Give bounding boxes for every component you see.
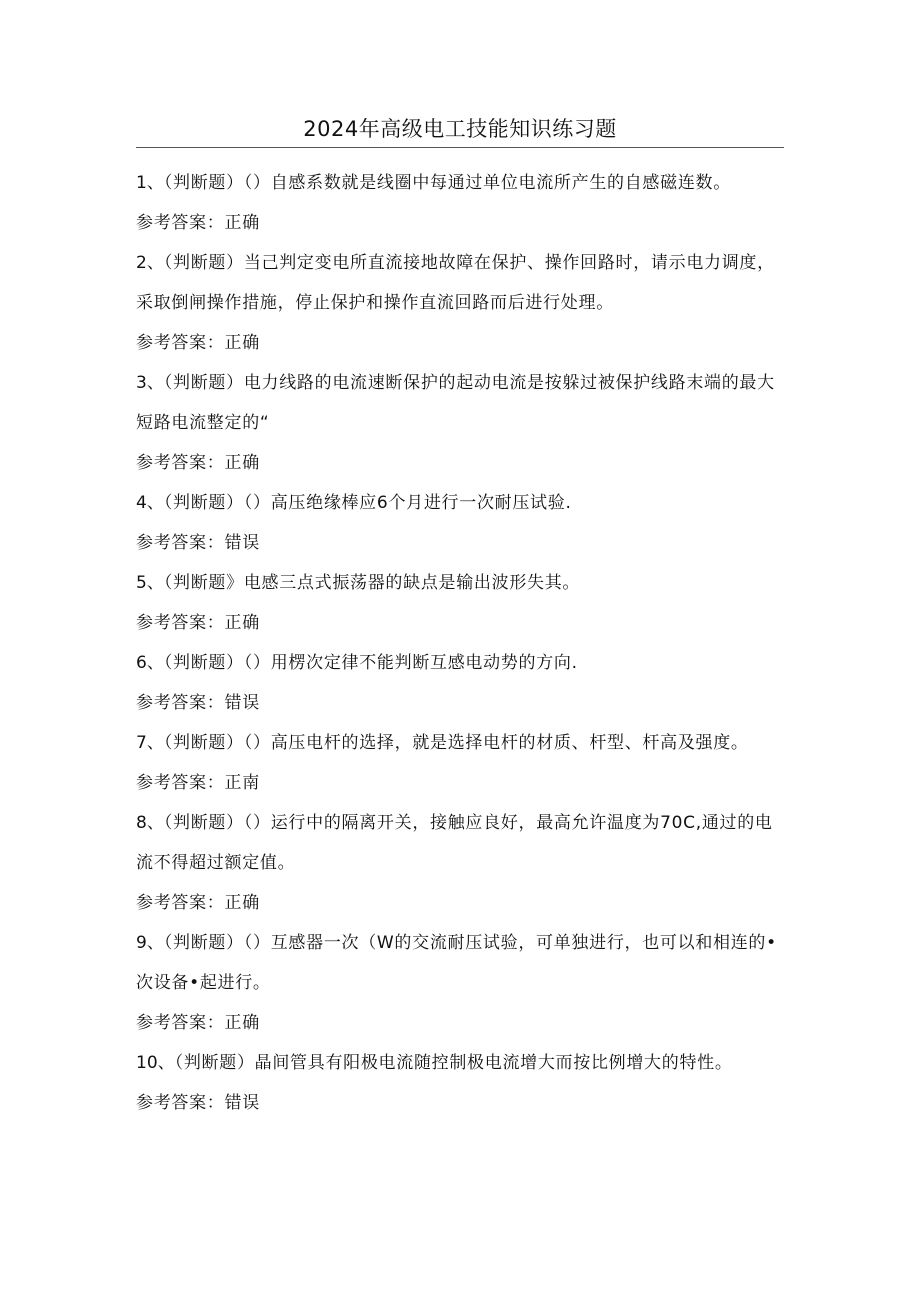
- question-item: [136, 243, 784, 363]
- answer-label: 参考答案：: [136, 213, 225, 233]
- answer-line: [136, 883, 784, 923]
- question-number: 3、: [136, 373, 164, 393]
- question-number: 10、: [136, 1053, 175, 1073]
- answer-value: 正确: [224, 1013, 260, 1033]
- question-number: 2、: [136, 253, 164, 273]
- question-body: （判断题）（）高压电杆的选择，就是选择电杆的材质、杆型、杆高及强度。: [163, 733, 749, 753]
- answer-label: 参考答案：: [136, 333, 225, 353]
- question-item: [136, 563, 784, 643]
- question-text: [136, 923, 784, 1003]
- answer-value: 错误: [224, 693, 260, 713]
- question-body: （判断题）（）用楞次定律不能判断互感电动势的方向.: [163, 653, 578, 673]
- question-body: （判断题）（）自感系数就是线圈中每通过单位电流所产生的自感磁连数。: [163, 173, 731, 193]
- question-text: [136, 483, 784, 523]
- answer-value: 正确: [224, 613, 260, 633]
- answer-value: 正确: [224, 453, 260, 473]
- question-item: [136, 1043, 784, 1123]
- question-item: [136, 163, 784, 243]
- document-title: 2024年高级电工技能知识练习题: [303, 117, 617, 141]
- answer-label: 参考答案：: [136, 1093, 225, 1113]
- answer-value: 错误: [224, 533, 260, 553]
- answer-line: [136, 1083, 784, 1123]
- question-body: （判断题》电感三点式振荡器的缺点是输出波形失其。: [163, 573, 581, 593]
- answer-label: 参考答案：: [136, 693, 225, 713]
- question-body: （判断题）（）互感器一次（W的交流耐压试验，可单独进行，也可以和相连的•次设备•起进行。: [136, 933, 777, 993]
- question-text: [136, 723, 784, 763]
- question-item: [136, 803, 784, 923]
- answer-label: 参考答案：: [136, 453, 225, 473]
- answer-value: 正南: [224, 773, 260, 793]
- question-number: 6、: [136, 653, 164, 673]
- answer-value: 正确: [224, 333, 260, 353]
- answer-value: 正确: [224, 893, 260, 913]
- question-body: （判断题）（）运行中的隔离开关，接触应良好，最高允许温度为70C,通过的电流不得超过额定值。: [136, 813, 773, 873]
- answer-line: [136, 523, 784, 563]
- answer-value: 错误: [224, 1093, 260, 1113]
- answer-label: 参考答案：: [136, 613, 225, 633]
- question-number: 1、: [136, 173, 164, 193]
- question-number: 4、: [136, 493, 164, 513]
- answer-label: 参考答案：: [136, 773, 225, 793]
- question-text: [136, 363, 784, 443]
- answer-line: [136, 1003, 784, 1043]
- answer-label: 参考答案：: [136, 1013, 225, 1033]
- question-item: [136, 363, 784, 483]
- question-item: [136, 923, 784, 1043]
- answer-line: [136, 683, 784, 723]
- question-number: 9、: [136, 933, 164, 953]
- question-item: [136, 483, 784, 563]
- question-body: （判断题）电力线路的电流速断保护的起动电流是按躲过被保护线路末端的最大短路电流整定的“: [136, 373, 775, 433]
- question-body: （判断题）当己判定变电所直流接地故障在保护、操作回路时，请示电力调度，采取倒闸操作措施，停止保护和操作直流回路而后进行处理。: [136, 253, 775, 313]
- answer-label: 参考答案：: [136, 533, 225, 553]
- question-text: [136, 563, 784, 603]
- answer-line: [136, 323, 784, 363]
- title-divider: [136, 147, 784, 148]
- question-number: 8、: [136, 813, 164, 833]
- answer-value: 正确: [224, 213, 260, 233]
- question-text: [136, 243, 784, 323]
- question-text: [136, 163, 784, 203]
- answer-line: [136, 443, 784, 483]
- question-text: [136, 1043, 784, 1083]
- answer-label: 参考答案：: [136, 893, 225, 913]
- answer-line: [136, 603, 784, 643]
- question-body: （判断题）晶间管具有阳极电流随控制极电流增大而按比例增大的特性。: [174, 1053, 733, 1073]
- question-text: [136, 803, 784, 883]
- question-list: [136, 163, 784, 1123]
- question-number: 7、: [136, 733, 164, 753]
- answer-line: [136, 203, 784, 243]
- question-body: （判断题）（）高压绝缘棒应6个月进行一次耐压试验.: [163, 493, 572, 513]
- question-text: [136, 643, 784, 683]
- question-item: [136, 723, 784, 803]
- answer-line: [136, 763, 784, 803]
- question-number: 5、: [136, 573, 164, 593]
- question-item: [136, 643, 784, 723]
